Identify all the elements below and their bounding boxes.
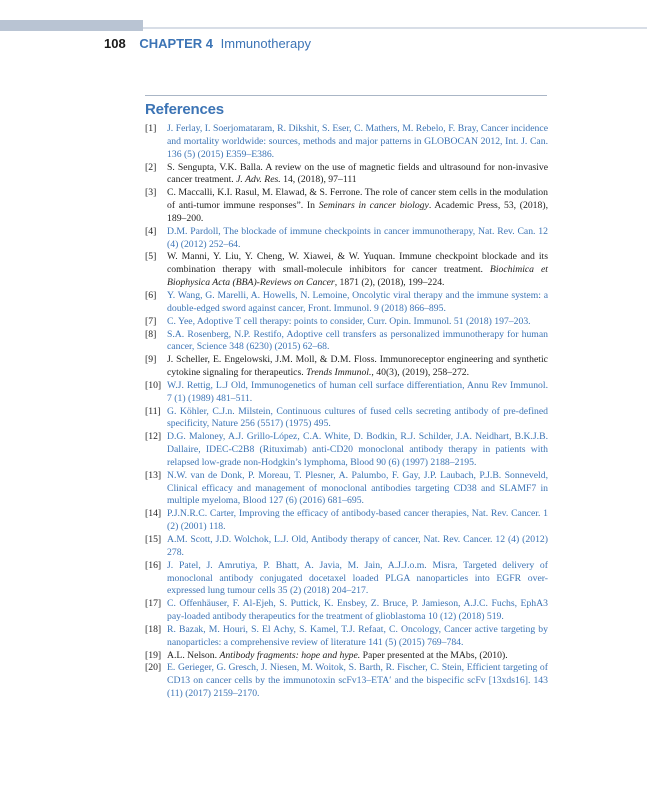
reference-link[interactable]: E. Gerieger, G. Gresch, J. Niesen, M. Woitok, S. Barth, R. Fischer, C. Stein, Efficient targeting of CD13 on cancer cells by the immunotoxin scFv13–ETA′ and the bispecific scFv [13xds16]. 143 (11) (2017) 2159–2170. (167, 662, 548, 700)
reference-link[interactable]: S.A. Rosenberg, N.P. Restifo, Adoptive cell transfers as personalized immunotherapy for human cancer, Science 348 (6230) (2015) 62–68. (167, 328, 548, 353)
reference-number: [10] (145, 379, 162, 391)
reference-number: [7] (145, 315, 157, 327)
reference-item (145, 316, 548, 329)
reference-segment: . Academic Press, 53, (2018), 189–200. (167, 200, 549, 224)
reference-item (145, 508, 548, 534)
reference-italic-segment: Trends Immunol. (306, 367, 372, 379)
reference-number: [2] (145, 161, 157, 173)
reference-text (167, 650, 508, 661)
reference-number: [8] (145, 328, 157, 340)
reference-link[interactable]: G. Köhler, C.J.n. Milstein, Continuous cultures of fused cells secreting antibody of pre-defined specificity, Nature 256 (5517) (1975) 495. (167, 405, 548, 430)
reference-text (167, 187, 548, 224)
reference-number: [16] (145, 559, 162, 571)
reference-item (145, 406, 548, 432)
reference-link[interactable]: J. Ferlay, I. Soerjomataram, R. Dikshit, S. Eser, C. Mathers, M. Rebelo, F. Bray, Cancer incidence and mortality worldwide: sources, methods and major patterns in GLOBOCAN 2012, Int. J. Can. 136 (5) (2015) E359–E386. (167, 123, 548, 160)
reference-item (145, 598, 548, 624)
reference-item (145, 354, 548, 380)
reference-text (167, 354, 548, 378)
reference-segment: Paper presented at the MAbs, (2010). (360, 649, 508, 661)
reference-number: [9] (145, 354, 157, 366)
reference-number: [18] (145, 623, 162, 635)
reference-number: [17] (145, 598, 162, 610)
reference-number: [1] (145, 123, 157, 134)
reference-item (145, 534, 548, 560)
reference-link[interactable]: P.J.N.R.C. Carter, Improving the efficacy of antibody-based cancer therapies, Nat. Rev. Cancer. 1 (2) (2001) 118. (167, 508, 548, 533)
reference-number: [6] (145, 289, 157, 301)
reference-item (145, 624, 548, 650)
reference-number: [20] (145, 662, 162, 674)
reference-item (145, 662, 548, 701)
reference-text (167, 251, 548, 288)
reference-text (167, 162, 548, 186)
reference-item (145, 162, 548, 188)
reference-item (145, 226, 548, 252)
reference-link[interactable]: N.W. van de Donk, P. Moreau, T. Plesner, A. Palumbo, F. Gay, J.P. Laubach, P.J.B. Sonneveld, Clinical efficacy and management of monoclonal antibodies targeting CD38 and SLAMF7 in multiple myeloma, Blood 127 (6) (2016) 681–695. (167, 469, 548, 507)
reference-number: [13] (145, 469, 162, 481)
reference-item (145, 650, 548, 663)
reference-italic-segment: Seminars in cancer biology (318, 200, 429, 212)
reference-item (145, 290, 548, 316)
reference-segment: , 1871 (2), (2018), 199–224. (334, 277, 445, 289)
reference-item (145, 470, 548, 509)
reference-link[interactable]: A.M. Scott, J.D. Wolchok, L.J. Old, Antibody therapy of cancer, Nat. Rev. Cancer. 12 (4) (2012) 278. (167, 534, 548, 558)
reference-italic-segment: Biochimica et Biophysica Acta (BBA)-Reviews on Cancer (167, 264, 548, 289)
reference-italic-segment: Antibody fragments: hope and hype. (219, 649, 361, 661)
reference-segment: , 40(3), (2019), 258–272. (371, 367, 470, 379)
reference-item (145, 187, 548, 226)
reference-number: [12] (145, 431, 162, 443)
reference-number: [11] (145, 405, 161, 417)
reference-segment: C. Maccalli, K.I. Rasul, M. Elawad, & S. Ferrone. The role of cancer stem cells in the modulation of anti-tumor immune responses”. In (167, 187, 548, 212)
reference-item (145, 123, 548, 162)
reference-number: [19] (145, 649, 162, 661)
reference-italic-segment: J. Adv. Res. (236, 174, 281, 186)
reference-number: [3] (145, 187, 157, 199)
chapter-title: Immunotherapy (220, 36, 311, 51)
running-header (104, 36, 311, 51)
reference-item (145, 560, 548, 599)
reference-number: [4] (145, 225, 157, 237)
reference-link[interactable]: D.G. Maloney, A.J. Grillo-López, C.A. White, D. Bodkin, R.J. Schilder, J.A. Neidhart, B.K.J.B. Dallaire, IDEC-C2B8 (Rituximab) anti-CD20 monoclonal antibody therapy in patients with relapsed low-grade non-Hodgkin’s lymphoma, Blood 90 (6) (1997) 2188–2195. (167, 431, 548, 468)
reference-item (145, 380, 548, 406)
reference-link[interactable]: D.M. Pardoll, The blockade of immune checkpoints in cancer immunotherapy, Nat. Rev. Can. 12 (4) (2012) 252–64. (167, 225, 548, 250)
references-heading: References (145, 101, 224, 118)
reference-link[interactable]: C. Yee, Adoptive T cell therapy: points to consider, Curr. Opin. Immunol. 51 (2018) 197–203. (167, 315, 531, 327)
header-rule (143, 27, 647, 29)
reference-segment: S. Sengupta, V.K. Balla. A review on the use of magnetic fields and ultrasound for non-invasive cancer treatment. (167, 161, 548, 186)
reference-number: [15] (145, 534, 162, 545)
reference-item (145, 251, 548, 290)
reference-item (145, 431, 548, 470)
chapter-label: CHAPTER 4 (139, 36, 214, 51)
reference-number: [5] (145, 251, 157, 263)
reference-number: [14] (145, 508, 162, 520)
header-accent-bar (0, 20, 143, 31)
reference-link[interactable]: Y. Wang, G. Marelli, A. Howells, N. Lemoine, Oncolytic viral therapy and the immune system: a double-edged sword against cancer, Front. Immunol. 9 (2018) 866–895. (167, 289, 548, 314)
section-divider (145, 95, 547, 96)
page-number: 108 (104, 36, 126, 51)
reference-segment: J. Scheller, E. Engelowski, J.M. Moll, & D.M. Floss. Immunoreceptor engineering and synthetic cytokine signaling for therapeutics. (167, 354, 548, 379)
reference-segment: 14, (2018), 97–111 (280, 174, 357, 186)
reference-segment: W. Manni, Y. Liu, Y. Cheng, W. Xiawei, & W. Yuquan. Immune checkpoint blockade and its combination therapy with small-molecule inhibitors for cancer treatment. (167, 251, 548, 276)
reference-link[interactable]: R. Bazak, M. Houri, S. El Achy, S. Kamel, T.J. Refaat, C. Oncology, Cancer active targeting by nanoparticles: a comprehensive review of literature 141 (5) (2015) 769–784. (167, 623, 548, 648)
reference-link[interactable]: J. Patel, J. Amrutiya, P. Bhatt, A. Javia, M. Jain, A.J.J.o.m. Misra, Targeted delivery of monoclonal antibody conjugated docetaxel loaded PLGA nanoparticles into EGFR over-expressed lung tumour cells 35 (2) (2018) 204–217. (167, 559, 548, 597)
reference-link[interactable]: C. Offenhäuser, F. Al-Ejeh, S. Puttick, K. Ensbey, Z. Bruce, P. Jamieson, A.J.C. Fuchs, EphA3 pay-loaded antibody therapeutics for the treatment of glioblastoma 10 (12) (2018) 519. (167, 598, 548, 623)
reference-link[interactable]: W.J. Rettig, L.J Old, Immunogenetics of human cell surface differentiation, Annu Rev Immunol. 7 (1) (1989) 481–511. (167, 379, 548, 404)
reference-segment: A.L. Nelson. (167, 649, 220, 661)
reference-item (145, 329, 548, 355)
reference-list (145, 123, 548, 701)
